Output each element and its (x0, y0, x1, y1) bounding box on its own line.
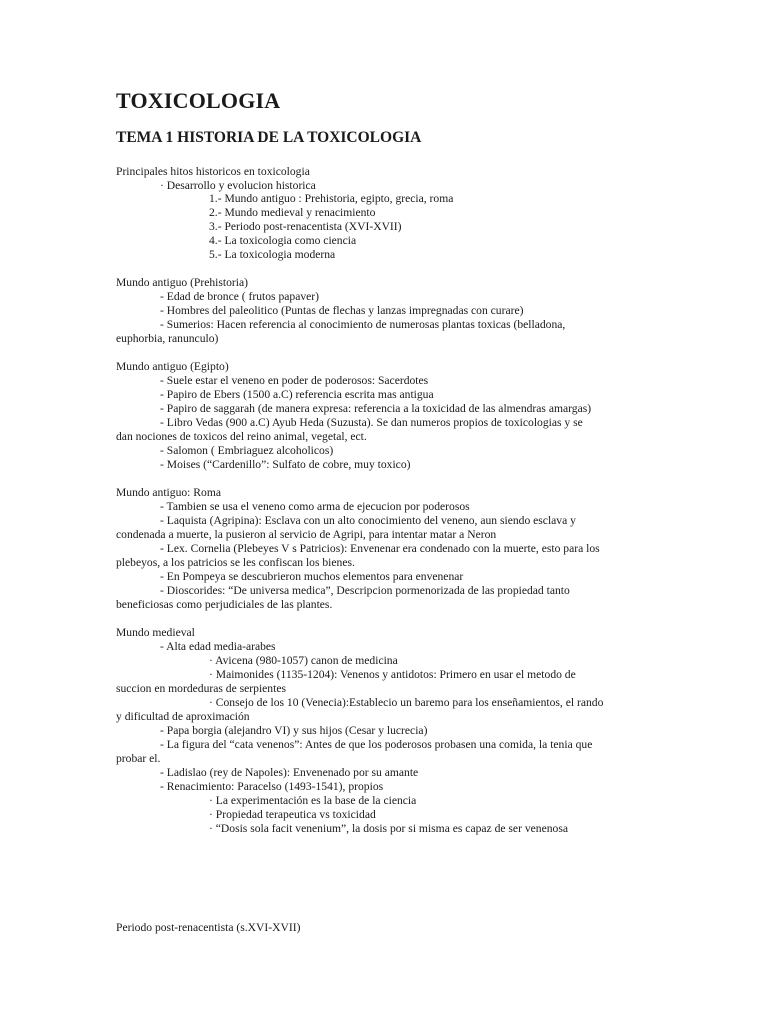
text-line: - Papiro de Ebers (1500 a.C) referencia escrita mas antigua (160, 388, 434, 401)
text-line: - Tambien se usa el veneno como arma de ejecucion por poderosos (160, 500, 470, 513)
text-line: - Hombres del paleolitico (Puntas de flechas y lanzas impregnadas con curare) (160, 304, 524, 317)
text-line: dan nociones de toxicos del reino animal, vegetal, ect. (116, 430, 367, 443)
text-line: y dificultad de aproximación (116, 710, 250, 723)
text-line: - En Pompeya se descubrieron muchos elementos para envenenar (160, 570, 464, 583)
text-line: - Alta edad media-arabes (160, 640, 276, 653)
text-line: beneficiosas como perjudiciales de las plantes. (116, 598, 333, 611)
text-line: - Moises (“Cardenillo”: Sulfato de cobre, muy toxico) (160, 458, 411, 471)
text-line: - Edad de bronce ( frutos papaver) (160, 290, 320, 303)
text-line: · Propiedad terapeutica vs toxicidad (209, 808, 376, 821)
text-line: 2.- Mundo medieval y renacimiento (209, 206, 376, 219)
text-line: 1.- Mundo antiguo : Prehistoria, egipto, grecia, roma (209, 192, 454, 205)
text-line: Mundo medieval (116, 626, 195, 639)
text-line: 3.- Periodo post-renacentista (XVI-XVII) (209, 220, 402, 233)
text-line: - La figura del “cata venenos”: Antes de que los poderosos probasen una comida, la tenia que (160, 738, 593, 751)
text-line: succion en mordeduras de serpientes (116, 682, 286, 695)
text-line: · “Dosis sola facit venenium”, la dosis por si misma es capaz de ser venenosa (209, 822, 568, 835)
section-heading: TEMA 1 HISTORIA DE LA TOXICOLOGIA (116, 129, 422, 146)
text-line: - Libro Vedas (900 a.C) Ayub Heda (Suzusta). Se dan numeros propios de toxicologias y se (160, 416, 583, 429)
text-line: Mundo antiguo: Roma (116, 486, 221, 499)
text-line: - Ladislao (rey de Napoles): Envenenado por su amante (160, 766, 419, 779)
text-line: Mundo antiguo (Prehistoria) (116, 276, 249, 289)
text-line: Periodo post-renacentista (s.XVI-XVII) (116, 921, 301, 934)
text-line: - Papiro de saggarah (de manera expresa: referencia a la toxicidad de las almendras amargas) (160, 402, 592, 415)
text-line: probar el. (116, 752, 161, 765)
text-line: Principales hitos historicos en toxicologia (116, 165, 310, 178)
text-line: 4.- La toxicologia como ciencia (209, 234, 357, 247)
text-line: - Papa borgia (alejandro VI) y sus hijos (Cesar y lucrecia) (160, 724, 428, 737)
text-line: plebeyos, a los patricios se les confiscan los bienes. (116, 556, 355, 569)
text-line: · Maimonides (1135-1204): Venenos y antidotos: Primero en usar el metodo de (209, 668, 576, 681)
text-line: euphorbia, ranunculo) (116, 332, 219, 345)
text-line: - Lex. Cornelia (Plebeyes V s Patricios): Envenenar era condenado con la muerte, esto para los (160, 542, 600, 555)
text-line: - Renacimiento: Paracelso (1493-1541), propios (160, 780, 384, 793)
text-line: - Suele estar el veneno en poder de poderosos: Sacerdotes (160, 374, 429, 387)
document-title: TOXICOLOGIA (116, 88, 281, 113)
text-line: Mundo antiguo (Egipto) (116, 360, 229, 373)
text-line: condenada a muerte, la pusieron al servicio de Agripi, para intentar matar a Neron (116, 528, 497, 541)
text-line: · La experimentación es la base de la ciencia (209, 794, 417, 807)
text-line: - Sumerios: Hacen referencia al conocimiento de numerosas plantas toxicas (belladona, (160, 318, 566, 331)
text-line: - Dioscorides: “De universa medica”, Descripcion pormenorizada de las propiedad tanto (160, 584, 570, 597)
text-line: - Laquista (Agripina): Esclava con un alto conocimiento del veneno, aun siendo esclava y (160, 514, 576, 527)
text-line: 5.- La toxicologia moderna (209, 248, 336, 261)
text-line: - Salomon ( Embriaguez alcoholicos) (160, 444, 334, 457)
text-line: · Consejo de los 10 (Venecia):Establecio un baremo para los enseñamientos, el rando (209, 696, 604, 709)
text-line: · Desarrollo y evolucion historica (160, 179, 316, 192)
text-line: · Avicena (980-1057) canon de medicina (209, 654, 398, 667)
